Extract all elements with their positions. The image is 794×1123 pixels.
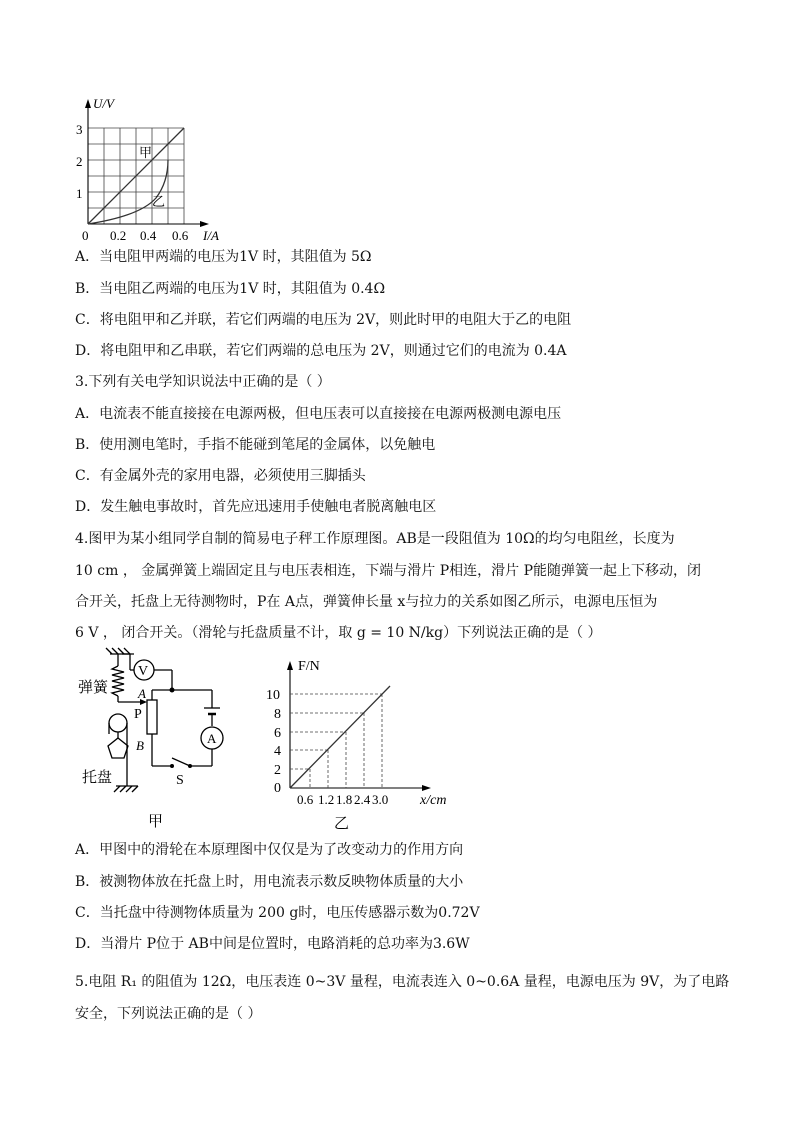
slider-p-label: P (134, 707, 142, 722)
point-b-label: B (136, 738, 144, 753)
y-tick: 2 (76, 154, 83, 169)
q4-stem-line: 4.图甲为某小组同学自制的简易电子秤工作原理图。AB是一段阻值为 10Ω的均匀电阻丝，长度为 (75, 531, 675, 547)
circuit-diagram (72, 646, 252, 831)
i-axis-label: I/A (203, 228, 219, 243)
q4-stem-line: 6 V ， 闭合开关。（滑轮与托盘质量不计，取 g = 10 N/kg）下列说法正确的是（ ） (75, 625, 602, 641)
q5-line: 安全，下列说法正确的是（ ） (75, 1006, 262, 1022)
x-tick: 0.2 (110, 228, 127, 243)
x-axis-label: x/cm (420, 793, 447, 808)
f-x-line (290, 686, 390, 788)
q4-option-b: B．被测物体放在托盘上时，用电流表示数反映物体质量的大小 (75, 874, 464, 890)
x-tick: 3.0 (372, 792, 389, 807)
q5-line: 5.电阻 R₁ 的阻值为 12Ω，电压表连 0~3V 量程，电流表连入 0~0.6A 量程，电源电压为 9V，为了电路 (75, 974, 730, 990)
ammeter-label: A (207, 731, 217, 746)
x-tick: 0.4 (140, 228, 157, 243)
spring-label: 弹簧 (78, 680, 109, 696)
q3-option-b: B．使用测电笔时，手指不能碰到笔尾的金属体，以免触电 (75, 437, 436, 453)
label-yi: 乙 (152, 194, 166, 209)
y-tick: 4 (274, 744, 281, 759)
y-tick: 8 (274, 707, 281, 722)
y-tick: 10 (266, 688, 280, 703)
switch-label: S (176, 773, 184, 788)
y-tick: 0 (274, 781, 281, 796)
q3-option-d: D．发生触电事故时，首先应迅速用手使触电者脱离触电区 (75, 499, 437, 515)
x-tick: 0 (82, 228, 89, 243)
f-axis-label: F/N (298, 659, 320, 674)
x-tick: 1.8 (336, 792, 353, 807)
q2-option-c: C．将电阻甲和乙并联，若它们两端的电压为 2V，则此时甲的电阻大于乙的电阻 (75, 312, 572, 328)
q4-option-d: D．当滑片 P位于 AB中间是位置时，电路消耗的总功率为3.6W (75, 936, 470, 952)
voltmeter-label: V (138, 664, 149, 679)
y-tick: 6 (274, 726, 281, 741)
f-x-graph (258, 652, 468, 832)
q2-option-b: B．当电阻乙两端的电压为1V 时，其阻值为 0.4Ω (75, 281, 386, 297)
q2-option-a: A．当电阻甲两端的电压为1V 时，其阻值为 5Ω (75, 249, 372, 265)
caption-yi: 乙 (334, 816, 350, 832)
caption-jia: 甲 (148, 814, 164, 830)
x-tick: 0.6 (172, 228, 189, 243)
q3-stem: 3.下列有关电学知识说法中正确的是（ ） (75, 374, 331, 390)
x-tick: 0.6 (297, 792, 314, 807)
q3-option-c: C．有金属外壳的家用电器，必须使用三脚插头 (75, 468, 366, 484)
u-i-graph (60, 90, 220, 245)
q4-stem-line: 10 cm ， 金属弹簧上端固定且与电压表相连，下端与滑片 P相连，滑片 P能随弹簧一起上下移动，闭 (75, 563, 702, 579)
x-tick: 2.4 (354, 792, 371, 807)
q4-option-a: A．甲图中的滑轮在本原理图中仅仅是为了改变动力的作用方向 (75, 842, 464, 858)
x-tick: 1.2 (318, 792, 335, 807)
y-tick: 1 (76, 186, 83, 201)
point-a-label: A (138, 686, 146, 701)
tray-label: 托盘 (82, 770, 113, 786)
q2-option-d: D．将电阻甲和乙串联，若它们两端的总电压为 2V，则通过它们的电流为 0.4A (75, 343, 567, 359)
q4-option-c: C．当托盘中待测物体质量为 200 g时，电压传感器示数为0.72V (75, 905, 480, 921)
u-axis-label: U/V (93, 96, 114, 111)
q4-stem-line: 合开关，托盘上无待测物时，P在 A点，弹簧伸长量 x与拉力的关系如图乙所示，电源电压恒为 (75, 594, 658, 610)
label-jia: 甲 (139, 145, 153, 160)
q3-option-a: A．电流表不能直接接在电源两极，但电压表可以直接接在电源两极测电源电压 (75, 406, 562, 422)
y-tick: 2 (274, 763, 281, 778)
y-tick: 3 (76, 122, 83, 137)
